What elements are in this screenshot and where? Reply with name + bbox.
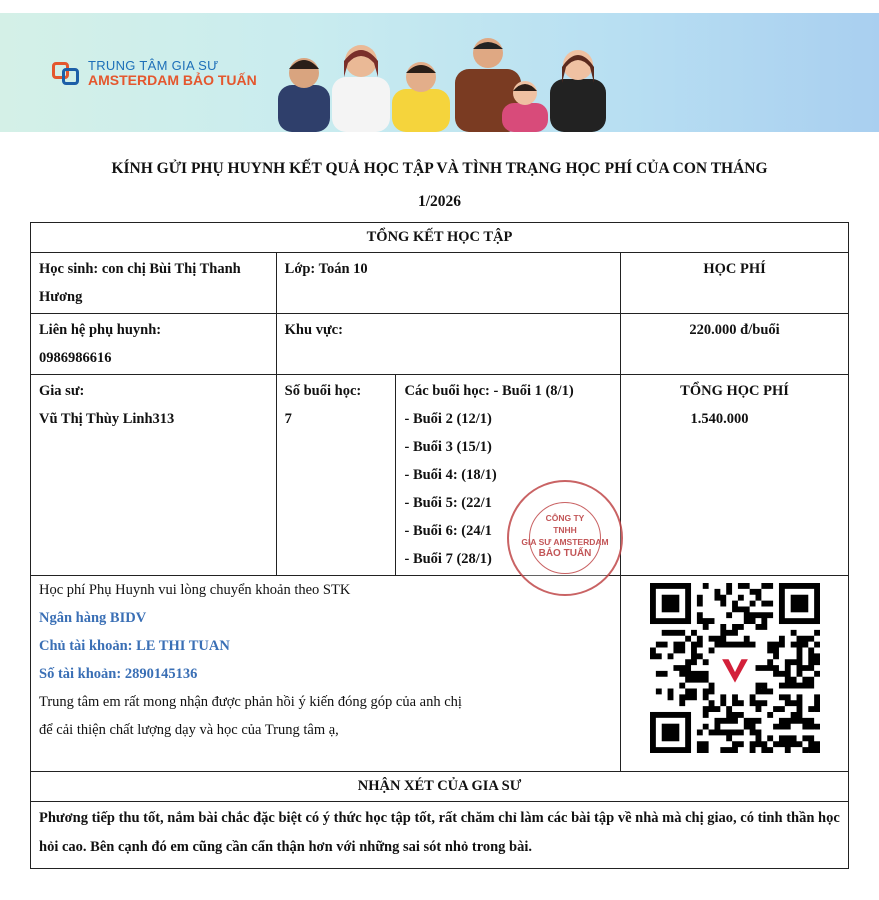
session-count: 7 <box>284 411 292 427</box>
session-count-label: Số buổi học: <box>284 383 362 399</box>
area-field: Khu vực: <box>276 314 620 375</box>
seal-line-3: GIA SƯ AMSTERDAM <box>521 537 609 547</box>
table-row <box>31 314 849 375</box>
tutor-comments-heading: NHẬN XÉT CỦA GIA SƯ <box>31 772 849 802</box>
list-item: - Buổi 2 (12/1) <box>404 411 492 427</box>
parent-contact-phone: 0986986616 <box>39 350 112 366</box>
logo-line-2: AMSTERDAM BẢO TUẤN <box>88 71 257 88</box>
banner-people-photo <box>270 33 610 132</box>
list-item: Các buổi học: - Buổi 1 (8/1) <box>404 383 574 399</box>
company-seal <box>507 480 623 596</box>
tutor-comments-text: Phương tiếp thu tốt, nắm bài chắc đặc biệt có ý thức học tập tốt, rất chăm chỉ làm các bài tập về nhà mà chị giao, có tinh thần học hỏi cao. Bên cạnh đó em cũng cần cẩn thận hơn với những sai sót nhỏ trong bài. <box>31 802 849 869</box>
seal-line-4: BẢO TUẤN <box>538 548 592 559</box>
tutor-label: Gia sư: <box>39 383 85 399</box>
table-row <box>31 802 849 869</box>
total-fee-value: 1.540.000 <box>690 411 749 427</box>
table-row <box>31 576 849 772</box>
qr-code-icon <box>650 582 820 754</box>
feedback-line-2: để cải thiện chất lượng dạy và học của Trung tâm ạ, <box>39 722 339 738</box>
table-heading-row <box>31 772 849 802</box>
center-logo <box>52 59 257 87</box>
table-heading-row <box>31 223 849 253</box>
seal-line-1: CÔNG TY <box>545 513 585 523</box>
table-row <box>31 375 849 576</box>
class-name: Lớp: Toán 10 <box>276 253 620 314</box>
list-item: - Buổi 6: (24/1 <box>404 523 492 539</box>
list-item: - Buổi 3 (15/1) <box>404 439 492 455</box>
header-banner <box>0 13 879 132</box>
list-item: - Buổi 4: (18/1) <box>404 467 497 483</box>
fee-per-session: 220.000 đ/buổi <box>621 314 849 375</box>
account-holder: Chủ tài khoản: LE THI TUAN <box>39 638 230 654</box>
payment-intro: Học phí Phụ Huynh vui lòng chuyển khoản theo STK <box>39 582 351 598</box>
bank-name: Ngân hàng BIDV <box>39 610 147 626</box>
seal-line-2: TNHH <box>553 525 577 535</box>
logo-line-1: TRUNG TÂM GIA SƯ <box>88 58 219 73</box>
student-name: Học sinh: con chị Bùi Thị Thanh Hương <box>31 253 277 314</box>
fee-heading: HỌC PHÍ <box>621 253 849 314</box>
report-title-line-1: KÍNH GỬI PHỤ HUYNH KẾT QUẢ HỌC TẬP VÀ TÌNH TRẠNG HỌC PHÍ CỦA CON THÁNG <box>111 160 768 177</box>
report-table <box>30 222 849 869</box>
tutor-name: Vũ Thị Thùy Linh313 <box>39 411 175 427</box>
study-summary-heading: TỔNG KẾT HỌC TẬP <box>31 223 849 253</box>
account-number: Số tài khoản: 2890145136 <box>39 666 198 682</box>
table-row <box>31 253 849 314</box>
total-fee-label: TỔNG HỌC PHÍ <box>680 383 789 399</box>
logo-icon <box>52 60 82 86</box>
parent-contact-label: Liên hệ phụ huynh: <box>39 322 162 338</box>
list-item: - Buổi 5: (22/1 <box>404 495 492 511</box>
list-item: - Buổi 7 (28/1) <box>404 551 492 567</box>
report-title-line-2: 1/2026 <box>417 193 462 210</box>
feedback-line-1: Trung tâm em rất mong nhận được phản hồi ý kiến đóng góp của anh chị <box>39 694 462 710</box>
